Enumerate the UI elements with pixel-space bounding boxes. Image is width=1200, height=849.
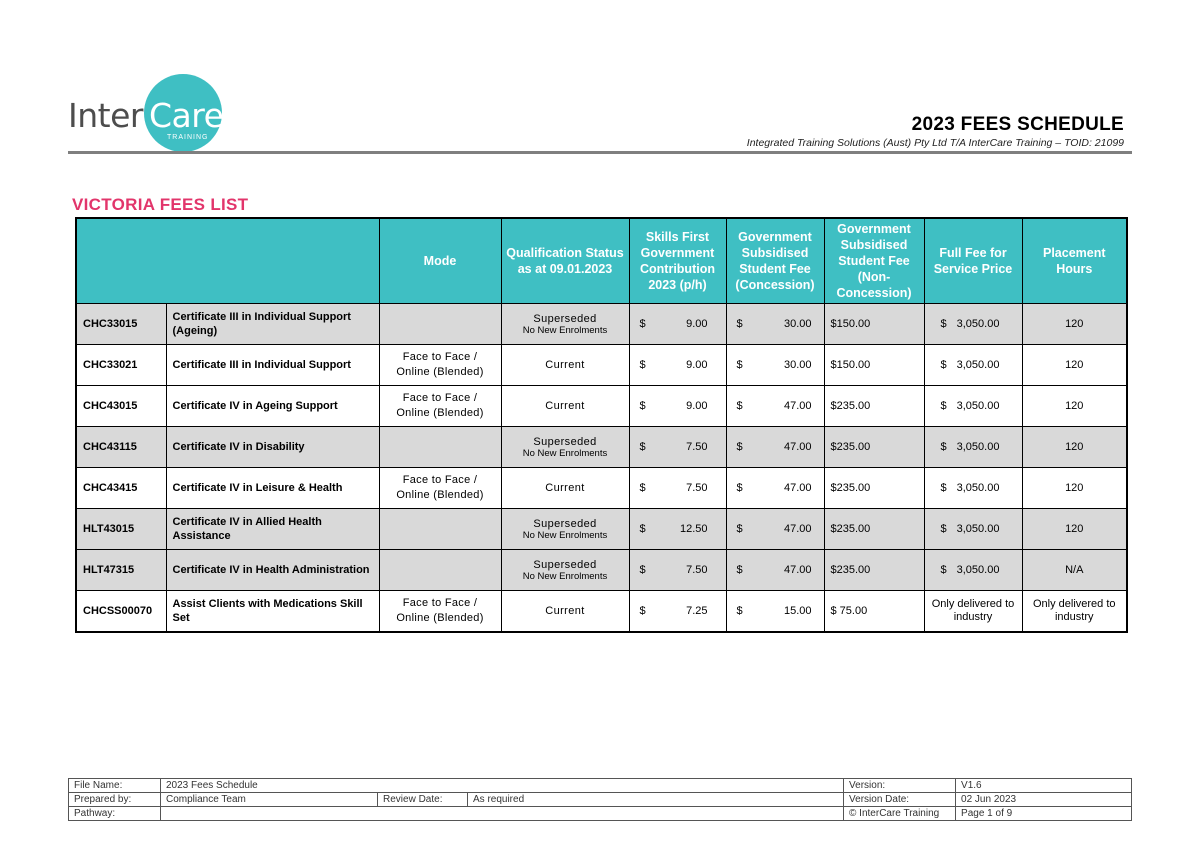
header-blank (76, 218, 379, 304)
course-name: Certificate IV in Ageing Support (166, 386, 379, 427)
skills-first-cell (629, 386, 726, 427)
header-non-concession: Government Subsidised Student Fee (Non-Concession) (824, 218, 924, 304)
currency-symbol: $ (639, 482, 646, 494)
concession-cell (726, 386, 824, 427)
document-footer (68, 778, 1132, 821)
course-name: Certificate IV in Leisure & Health (166, 468, 379, 509)
fees-table (75, 217, 1128, 633)
full-fee-cell (924, 304, 1022, 345)
course-name: Certificate IV in Disability (166, 427, 379, 468)
currency-symbol: $ (736, 359, 743, 371)
placement-hours: 120 (1022, 427, 1127, 468)
full-fee-cell (924, 509, 1022, 550)
qualification-status (501, 550, 629, 591)
non-concession-value: $235.00 (824, 468, 924, 509)
company-subtitle: Integrated Training Solutions (Aust) Pty Ltd T/A InterCare Training – TOID: 21099 (746, 137, 1124, 149)
currency-symbol: $ (639, 523, 646, 535)
placement-hours: N/A (1022, 550, 1127, 591)
non-concession-value: $150.00 (824, 345, 924, 386)
course-code: CHCSS00070 (76, 591, 166, 632)
currency-symbol: $ (940, 400, 947, 412)
status-text: Current (545, 359, 585, 371)
footer-row (69, 793, 1132, 807)
currency-symbol: $ (736, 564, 743, 576)
course-code: HLT43015 (76, 509, 166, 550)
concession-value: 30.00 (783, 359, 812, 371)
placement-hours: 120 (1022, 509, 1127, 550)
full-fee-cell (924, 345, 1022, 386)
full-fee-value: 3,050.00 (956, 441, 1000, 453)
status-note: No New Enrolments (522, 324, 608, 336)
non-concession-value: $235.00 (824, 427, 924, 468)
course-name: Certificate III in Individual Support (166, 345, 379, 386)
non-concession-value: $ 75.00 (824, 591, 924, 632)
version-label: Version: (844, 779, 956, 793)
logo-text-care: Care (149, 96, 224, 135)
full-fee-value: 3,050.00 (956, 482, 1000, 494)
table-row (76, 345, 1127, 386)
status-note: No New Enrolments (522, 570, 608, 582)
logo-text-training: TRAINING (167, 134, 209, 141)
concession-cell (726, 550, 824, 591)
table-row (76, 468, 1127, 509)
skills-first-value: 7.50 (686, 441, 708, 453)
currency-symbol: $ (736, 400, 743, 412)
course-name: Certificate IV in Allied Health Assistance (166, 509, 379, 550)
qualification-status (501, 304, 629, 345)
footer-row (69, 807, 1132, 821)
delivery-mode (379, 427, 501, 468)
concession-value: 47.00 (783, 482, 812, 494)
qualification-status (501, 427, 629, 468)
status-text: Superseded (533, 558, 597, 571)
skills-first-value: 9.00 (686, 359, 708, 371)
status-text: Superseded (533, 312, 597, 325)
qualification-status (501, 591, 629, 632)
skills-first-value: 12.50 (679, 523, 708, 535)
full-fee-cell (924, 550, 1022, 591)
table-row (76, 509, 1127, 550)
concession-value: 47.00 (783, 564, 812, 576)
logo-text-inter: Inter (68, 96, 143, 135)
course-code: CHC33021 (76, 345, 166, 386)
placement-hours: 120 (1022, 304, 1127, 345)
version-date-value: 02 Jun 2023 (956, 793, 1132, 807)
skills-first-value: 7.50 (686, 482, 708, 494)
table-header-row (76, 218, 1127, 304)
placement-hours: 120 (1022, 345, 1127, 386)
header-placement: Placement Hours (1022, 218, 1127, 304)
qualification-status (501, 509, 629, 550)
status-text: Superseded (533, 517, 597, 530)
delivery-mode: Face to Face / Online (Blended) (379, 468, 501, 509)
status-note: No New Enrolments (522, 529, 608, 541)
currency-symbol: $ (639, 318, 646, 330)
delivery-mode (379, 550, 501, 591)
full-fee-value: 3,050.00 (956, 400, 1000, 412)
delivery-mode: Face to Face / Online (Blended) (379, 386, 501, 427)
file-name-label: File Name: (69, 779, 161, 793)
non-concession-value: $150.00 (824, 304, 924, 345)
course-code: CHC43015 (76, 386, 166, 427)
non-concession-value: $235.00 (824, 509, 924, 550)
table-row (76, 386, 1127, 427)
intercare-logo (68, 74, 228, 154)
table-row (76, 591, 1127, 632)
version-date-label: Version Date: (844, 793, 956, 807)
header-skills-first: Skills First Government Contribution 2023 (p/h) (629, 218, 726, 304)
concession-value: 47.00 (783, 400, 812, 412)
pathway-value (161, 807, 844, 821)
course-code: CHC43415 (76, 468, 166, 509)
skills-first-value: 9.00 (686, 318, 708, 330)
currency-symbol: $ (940, 564, 947, 576)
prepared-by-label: Prepared by: (69, 793, 161, 807)
full-fee-text: Only delivered to industry (924, 591, 1022, 632)
skills-first-value: 9.00 (686, 400, 708, 412)
full-fee-value: 3,050.00 (956, 359, 1000, 371)
prepared-by-value: Compliance Team (161, 793, 378, 807)
pathway-label: Pathway: (69, 807, 161, 821)
review-date-label: Review Date: (378, 793, 468, 807)
currency-symbol: $ (940, 482, 947, 494)
concession-cell (726, 591, 824, 632)
currency-symbol: $ (639, 604, 646, 617)
currency-symbol: $ (736, 604, 743, 617)
status-text: Current (545, 482, 585, 494)
non-concession-value: $235.00 (824, 550, 924, 591)
currency-symbol: $ (639, 564, 646, 576)
status-text: Current (545, 400, 585, 412)
concession-cell (726, 427, 824, 468)
delivery-mode (379, 509, 501, 550)
course-code: CHC33015 (76, 304, 166, 345)
status-note: No New Enrolments (522, 447, 608, 459)
full-fee-value: 3,050.00 (956, 523, 1000, 535)
currency-symbol: $ (940, 359, 947, 371)
review-date-value: As required (468, 793, 844, 807)
currency-symbol: $ (639, 359, 646, 371)
header-full-fee: Full Fee for Service Price (924, 218, 1022, 304)
file-name-value: 2023 Fees Schedule (161, 779, 844, 793)
currency-symbol: $ (940, 523, 947, 535)
currency-symbol: $ (736, 441, 743, 453)
version-value: V1.6 (956, 779, 1132, 793)
course-name: Certificate III in Individual Support (Ageing) (166, 304, 379, 345)
concession-value: 15.00 (783, 604, 812, 617)
currency-symbol: $ (736, 318, 743, 330)
qualification-status (501, 468, 629, 509)
placement-hours: 120 (1022, 386, 1127, 427)
status-text: Superseded (533, 435, 597, 448)
placement-text: Only delivered to industry (1022, 591, 1127, 632)
full-fee-value: 3,050.00 (956, 564, 1000, 576)
skills-first-cell (629, 427, 726, 468)
skills-first-cell (629, 304, 726, 345)
currency-symbol: $ (940, 441, 947, 453)
concession-cell (726, 345, 824, 386)
skills-first-cell (629, 345, 726, 386)
section-title: VICTORIA FEES LIST (72, 195, 249, 214)
delivery-mode: Face to Face / Online (Blended) (379, 345, 501, 386)
currency-symbol: $ (940, 318, 947, 330)
status-text: Current (545, 604, 585, 617)
qualification-status (501, 386, 629, 427)
course-code: CHC43115 (76, 427, 166, 468)
non-concession-value: $235.00 (824, 386, 924, 427)
course-code: HLT47315 (76, 550, 166, 591)
skills-first-cell (629, 468, 726, 509)
delivery-mode (379, 304, 501, 345)
currency-symbol: $ (639, 441, 646, 453)
placement-hours: 120 (1022, 468, 1127, 509)
table-row (76, 550, 1127, 591)
page-number: Page 1 of 9 (956, 807, 1132, 821)
skills-first-value: 7.25 (686, 604, 708, 617)
copyright-text: © InterCare Training (844, 807, 956, 821)
course-name: Assist Clients with Medications Skill Set (166, 591, 379, 632)
footer-row (69, 779, 1132, 793)
table-row (76, 427, 1127, 468)
skills-first-cell (629, 550, 726, 591)
full-fee-value: 3,050.00 (956, 318, 1000, 330)
currency-symbol: $ (736, 482, 743, 494)
qualification-status (501, 345, 629, 386)
concession-cell (726, 304, 824, 345)
concession-value: 47.00 (783, 441, 812, 453)
currency-symbol: $ (639, 400, 646, 412)
header-status: Qualification Status as at 09.01.2023 (501, 218, 629, 304)
full-fee-cell (924, 427, 1022, 468)
delivery-mode: Face to Face / Online (Blended) (379, 591, 501, 632)
page-title: 2023 FEES SCHEDULE (911, 114, 1124, 135)
header-mode: Mode (379, 218, 501, 304)
concession-value: 30.00 (783, 318, 812, 330)
full-fee-cell (924, 386, 1022, 427)
skills-first-value: 7.50 (686, 564, 708, 576)
table-row (76, 304, 1127, 345)
course-name: Certificate IV in Health Administration (166, 550, 379, 591)
concession-value: 47.00 (783, 523, 812, 535)
header-divider (68, 151, 1132, 154)
skills-first-cell (629, 591, 726, 632)
skills-first-cell (629, 509, 726, 550)
currency-symbol: $ (736, 523, 743, 535)
full-fee-cell (924, 468, 1022, 509)
concession-cell (726, 509, 824, 550)
concession-cell (726, 468, 824, 509)
header-concession: Government Subsidised Student Fee (Concession) (726, 218, 824, 304)
